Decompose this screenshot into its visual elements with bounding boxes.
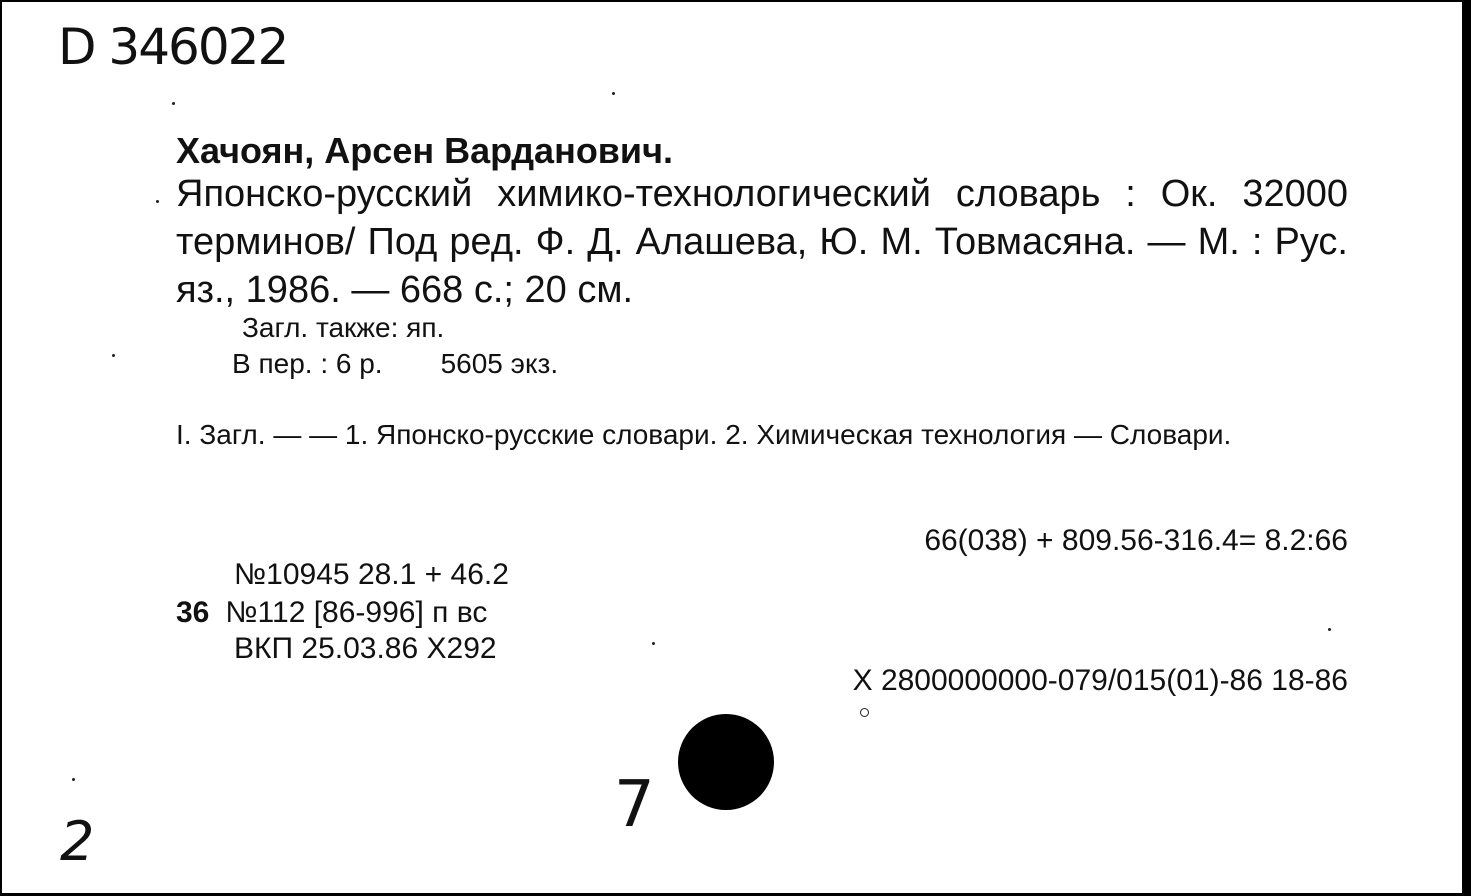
isbn-line: Х 2800000000-079/015(01)-86 18-86 bbox=[852, 664, 1348, 697]
register-line-3: ВКП 25.03.86 Х292 bbox=[234, 632, 497, 665]
catalog-card bbox=[2, 2, 1462, 893]
handwritten-two: 2 bbox=[60, 810, 95, 873]
author-heading: Хачоян, Арсен Варданович. bbox=[176, 130, 673, 171]
small-circle bbox=[860, 708, 869, 717]
note-price: В пер. : 6 р. bbox=[232, 348, 383, 379]
note-title: Загл. также: яп. bbox=[242, 312, 445, 343]
register-prefix: 36 bbox=[176, 596, 210, 629]
register-line-1: №10945 28.1 + 46.2 bbox=[234, 558, 509, 591]
note-price-line bbox=[232, 348, 558, 380]
dust-speck bbox=[172, 102, 175, 105]
punch-hole bbox=[678, 714, 774, 810]
classification-index: 66(038) + 809.56-316.4= 8.2:66 bbox=[924, 524, 1348, 557]
call-number: D 346022 bbox=[58, 18, 288, 76]
register-line-2-text: №112 [86-996] п вс bbox=[225, 596, 488, 629]
dust-speck bbox=[112, 354, 115, 357]
bibliographic-description: Японско-русский химико-технологический словарь : Ок. 32000 терминов/ Под ред. Ф. Д. Алашева, Ю. М. Товмасяна. — М. : Рус. яз., 1986. — 668 с.; 20 см. bbox=[176, 173, 1348, 311]
note-copies: 5605 экз. bbox=[440, 348, 559, 379]
dust-speck bbox=[72, 778, 75, 781]
handwritten-seven: 7 bbox=[614, 768, 655, 842]
dust-speck bbox=[612, 92, 615, 95]
dust-speck bbox=[1328, 628, 1331, 631]
dust-speck bbox=[156, 200, 159, 203]
subject-tracing: I. Загл. — — 1. Японско-русские словари. 2. Химическая технология — Словари. bbox=[176, 419, 1232, 450]
register-line-2 bbox=[176, 596, 487, 630]
dust-speck bbox=[652, 642, 655, 645]
